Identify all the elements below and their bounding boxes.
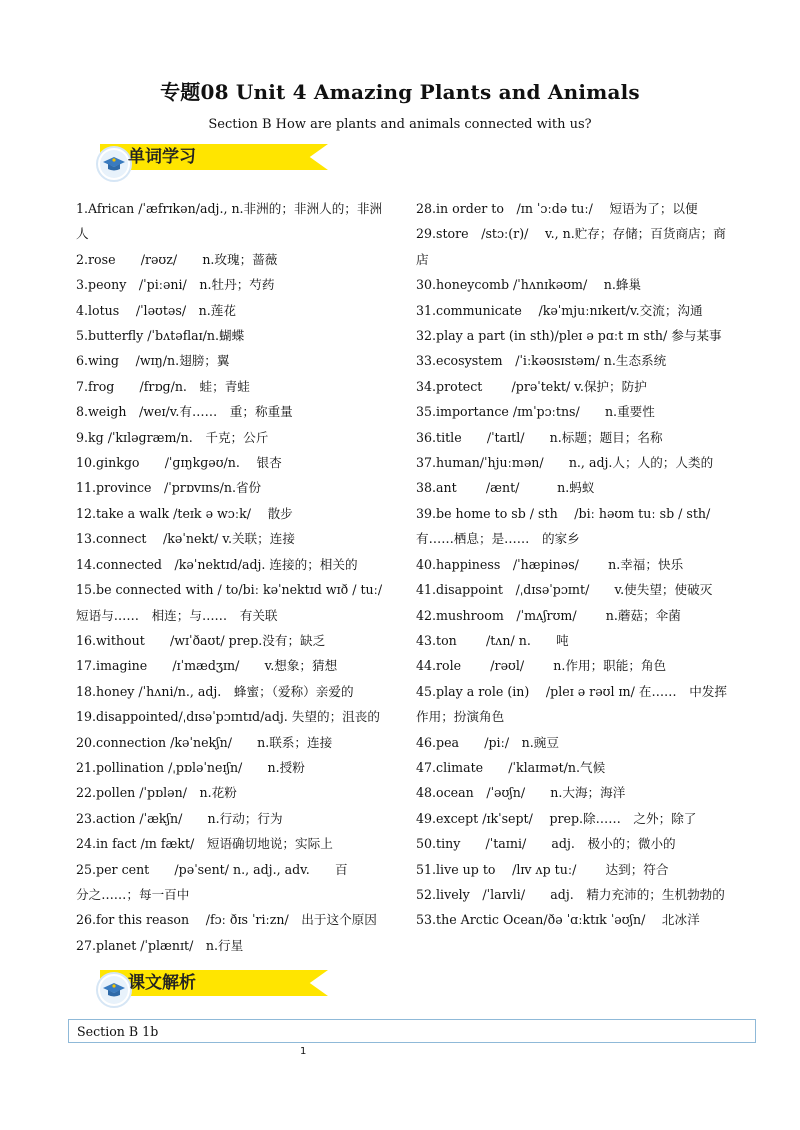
section-label: Section B 1b — [77, 1024, 159, 1039]
vocab-entry: 39.be home to sb / sth /biː həʊm tuː sb / sth/有……栖息；是…… 的家乡 — [416, 505, 711, 547]
vocab-entry: 27.planet /ˈplænɪt/ n.行星 — [76, 937, 244, 953]
vocab-entry: 16.without /wɪˈðaʊt/ prep.没有；缺乏 — [76, 632, 326, 648]
section-banner-vocab — [70, 140, 332, 176]
vocab-entry: 28.in order to /ɪn ˈɔːdə tuː/ 短语为了；以便 — [416, 201, 698, 216]
banner-label: 课文解析 — [128, 973, 196, 993]
vocab-entry: 37.human/ˈhjuːmən/ n., adj.人；人的；人类的 — [416, 455, 714, 471]
graduation-cap-icon — [96, 972, 132, 1008]
page-title: 专题08 Unit 4 Amazing Plants and Animals — [160, 80, 640, 104]
vocab-column-right — [416, 196, 734, 933]
vocab-entry: 36.title /ˈtaɪtl/ n.标题；题目；名称 — [416, 429, 663, 445]
graduation-cap-icon — [96, 146, 132, 182]
vocab-entry: 43.ton /tʌn/ n. 吨 — [416, 632, 569, 648]
vocab-entry: 45.play a role (in) /pleɪ ə rəʊl ɪn/ 在…… 中发挥作用；扮演角色 — [416, 683, 728, 725]
vocab-entry: 17.imagine /ɪˈmædʒɪn/ v.想象；猜想 — [76, 658, 338, 674]
vocab-entry: 15.be connected with / to/biː kəˈnektɪd wɪð / tuː/ 短语与…… 相连；与…… 有关联 — [76, 582, 395, 623]
page-number: 1 — [300, 1046, 307, 1057]
vocab-entry: 32.play a part (in sth)/pleɪ ə pɑːt ɪn sth/ 参与某事 — [416, 328, 722, 344]
vocab-entry: 19.disappointed/ˌdɪsəˈpɔɪntɪd/adj. 失望的；沮丧的 — [76, 709, 380, 725]
vocab-entry: 7.frog /frɒɡ/n. 蛙；青蛙 — [76, 378, 250, 394]
vocab-entry: 20.connection /kəˈnekʃn/ n.联系；连接 — [76, 734, 333, 750]
vocab-entry: 26.for this reason /fɔː ðɪs ˈriːzn/ 出于这个原因 — [76, 912, 377, 928]
vocab-entry: 18.honey /ˈhʌni/n., adj. 蜂蜜；（爱称）亲爱的 — [76, 683, 354, 699]
vocab-entry: 31.communicate /kəˈmjuːnɪkeɪt/v.交流；沟通 — [416, 302, 703, 318]
vocab-entry: 29.store /stɔː(r)/ v., n.贮存；存储；百货商店；商店 — [416, 226, 726, 267]
vocab-entry: 5.butterfly /ˈbʌtəflaɪ/n.蝴蝶 — [76, 328, 245, 344]
vocab-entry: 10.ginkgo /ˈɡɪŋkɡəʊ/n. 银杏 — [76, 455, 282, 471]
vocab-entry: 4.lotus /ˈləʊtəs/ n.莲花 — [76, 302, 236, 318]
vocab-entry: 51.live up to /lɪv ʌp tuː/ 达到；符合 — [416, 861, 669, 877]
vocab-entry: 53.the Arctic Ocean/ðə ˈɑːktɪk ˈəʊʃn/ 北冰洋 — [416, 912, 700, 928]
vocab-entry: 12.take a walk /teɪk ə wɔːk/ 散步 — [76, 505, 293, 521]
vocab-entry: 46.pea /piː/ n.豌豆 — [416, 734, 559, 750]
vocab-entry: 35.importance /ɪmˈpɔːtns/ n.重要性 — [416, 404, 655, 420]
vocab-entry: 2.rose /rəʊz/ n.玫瑰；蔷薇 — [76, 251, 278, 267]
vocab-entry: 47.climate /ˈklaɪmət/n.气候 — [416, 759, 606, 775]
banner-label: 单词学习 — [128, 147, 196, 167]
vocab-entry: 38.ant /ænt/ n.蚂蚁 — [416, 480, 595, 496]
vocab-entry: 52.lively /ˈlaɪvli/ adj. 精力充沛的；生机勃勃的 — [416, 886, 725, 902]
vocab-entry: 13.connect /kəˈnekt/ v.关联；连接 — [76, 531, 295, 547]
vocab-entry: 22.pollen /ˈpɒlən/ n.花粉 — [76, 785, 237, 801]
vocab-entry: 34.protect /prəˈtekt/ v.保护；防护 — [416, 378, 647, 394]
vocab-column-left — [76, 196, 398, 958]
vocab-entry: 11.province /ˈprɒvɪns/n.省份 — [76, 480, 262, 496]
section-heading-box — [68, 1019, 756, 1043]
vocab-entry: 30.honeycomb /ˈhʌnɪkəʊm/ n.蜂巢 — [416, 277, 642, 293]
vocab-entry: 49.except /ɪkˈsept/ prep.除…… 之外；除了 — [416, 810, 697, 826]
vocab-entry: 14.connected /kəˈnektɪd/adj. 连接的；相关的 — [76, 556, 358, 572]
vocab-entry: 42.mushroom /ˈmʌʃrʊm/ n.蘑菇；伞菌 — [416, 607, 681, 623]
page-subtitle: Section B How are plants and animals connected with us? — [208, 117, 592, 132]
vocab-entry: 40.happiness /ˈhæpinəs/ n.幸福；快乐 — [416, 556, 684, 572]
vocab-entry: 25.per cent /pəˈsent/ n., adj., adv. 百 分之……；每一百中 — [76, 861, 398, 902]
vocab-entry: 6.wing /wɪŋ/n.翅膀；翼 — [76, 353, 230, 369]
vocab-entry: 41.disappoint /ˌdɪsəˈpɔɪnt/ v.使失望；使破灭 — [416, 582, 713, 598]
vocab-entry: 9.kg /ˈkɪləɡræm/n. 千克；公斤 — [76, 429, 269, 445]
vocab-entry: 44.role /rəʊl/ n.作用；职能；角色 — [416, 658, 667, 674]
vocab-entry: 21.pollination /ˌpɒləˈneɪʃn/ n.授粉 — [76, 759, 305, 775]
vocab-entry: 3.peony /ˈpiːəni/ n.牡丹；芍药 — [76, 277, 275, 293]
vocab-entry: 24.in fact /ɪn fækt/ 短语确切地说；实际上 — [76, 836, 333, 852]
section-banner-text — [70, 966, 332, 1002]
vocab-entry: 1.African /ˈæfrɪkən/adj., n.非洲的；非洲人的；非洲人 — [76, 201, 383, 242]
vocab-entry: 8.weigh /weɪ/v.有…… 重；称重量 — [76, 404, 293, 420]
vocab-entry: 23.action /ˈækʃn/ n.行动；行为 — [76, 810, 283, 826]
vocab-entry: 50.tiny /ˈtaɪni/ adj. 极小的；微小的 — [416, 836, 676, 852]
vocab-entry: 48.ocean /ˈəʊʃn/ n.大海；海洋 — [416, 785, 626, 801]
vocab-entry: 33.ecosystem /ˈiːkəʊsɪstəm/ n.生态系统 — [416, 353, 667, 369]
